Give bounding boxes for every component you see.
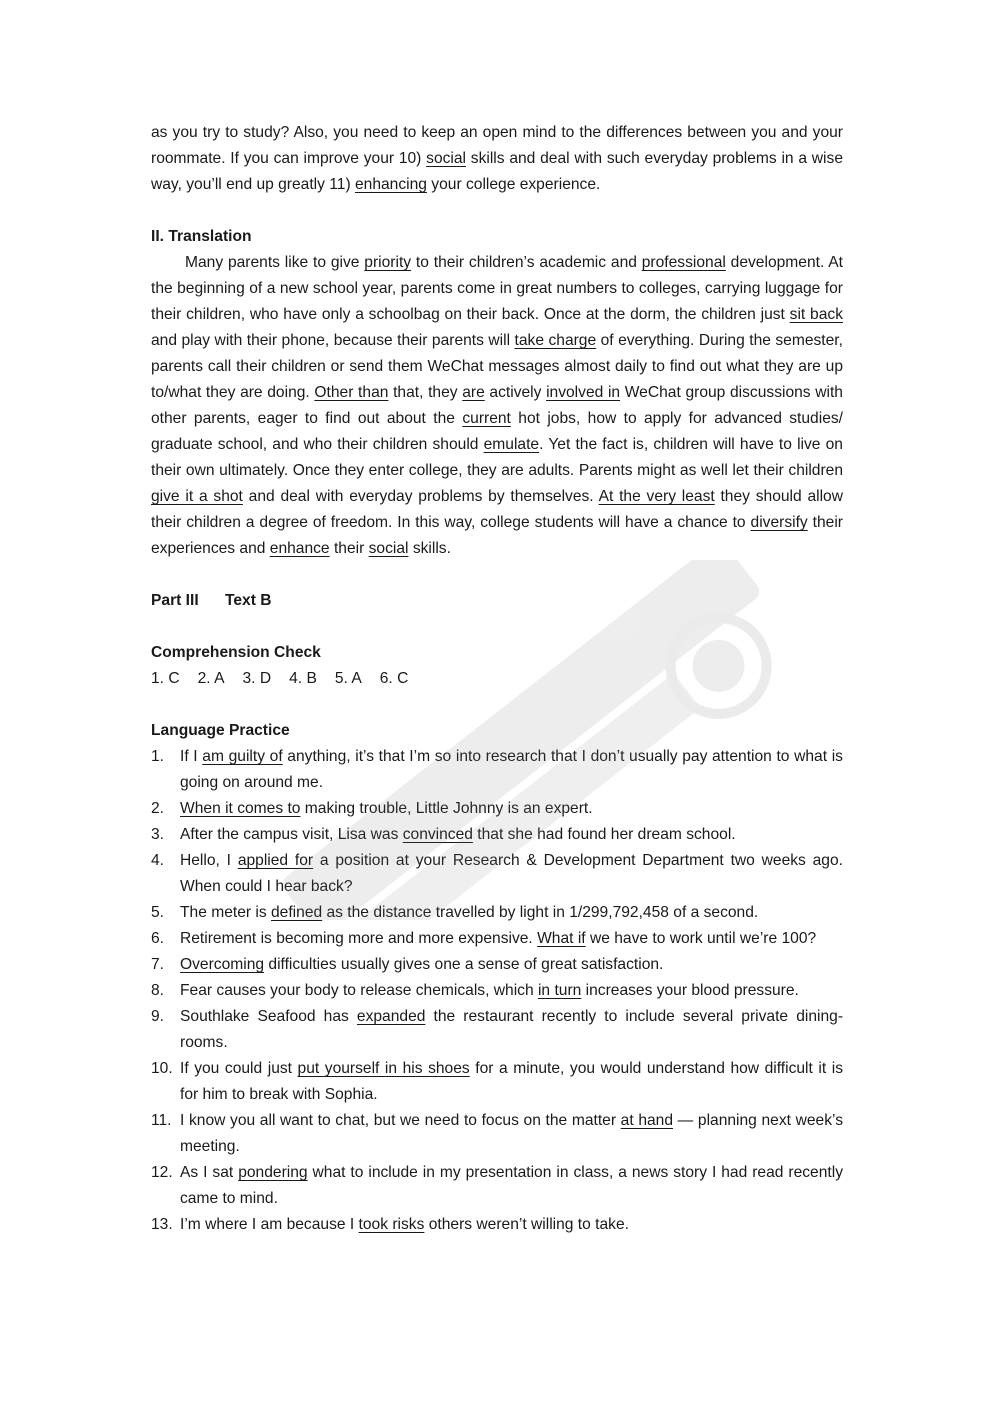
answer-underline: am guilty of — [202, 748, 283, 765]
text-run: If I — [180, 748, 203, 765]
item-number: 4. — [151, 852, 165, 869]
text-run: what to include in my presentation in class, a news story I had read recently came to mind. — [180, 1164, 843, 1207]
text-run: Many parents like to give — [185, 254, 365, 271]
text-run: others weren’t willing to take. — [424, 1216, 629, 1233]
item-number: 11. — [151, 1112, 172, 1129]
text-run: to their children’s academic and — [411, 254, 642, 271]
text-run: Retirement is becoming more and more expensive. — [180, 930, 538, 947]
answer-underline: are — [462, 384, 485, 401]
text-run: we have to work until we’re 100? — [585, 930, 817, 947]
text-run: As I sat — [180, 1164, 239, 1181]
answer-underline: social — [368, 540, 409, 557]
answer-underline: Other than — [314, 384, 389, 401]
text-run: that she had found her dream school. — [472, 826, 736, 843]
answer-underline: sit back — [789, 306, 843, 323]
answer-item: 2. A — [197, 670, 225, 687]
text-run: and deal with everyday problems by themselves. — [242, 488, 599, 505]
answer-underline: involved in — [546, 384, 621, 401]
translation-paragraph — [151, 250, 843, 562]
item-number: 6. — [151, 930, 165, 947]
answer-underline: convinced — [402, 826, 473, 843]
text-run: Southlake Seafood has — [180, 1008, 357, 1025]
item-number: 7. — [151, 956, 165, 973]
answer-underline: What if — [537, 930, 586, 947]
text-run: and play with their phone, because their parents will — [151, 332, 515, 349]
text-run: I’m where I am because I — [180, 1216, 359, 1233]
text-run: for a minute, you would understand how difficult it is for him to break with Sophia. — [180, 1060, 843, 1103]
answer-item: 1. C — [151, 670, 180, 687]
answer-underline: expanded — [356, 1008, 426, 1025]
answer-underline: diversify — [750, 514, 808, 531]
answer-underline: enhancing — [354, 176, 427, 193]
text-run: as you try to study? Also, you need to keep an open mind to the differences between you and your roommate. If you can improve your 10) — [151, 124, 843, 167]
text-run: I know you all want to chat, but we need to focus on the matter — [180, 1112, 621, 1129]
language-practice-list — [151, 744, 843, 1238]
item-number: 2. — [151, 800, 165, 817]
answer-underline: professional — [641, 254, 726, 271]
text-run: The meter is — [180, 904, 271, 921]
answer-underline: take charge — [514, 332, 597, 349]
text-run: their experiences and — [151, 514, 843, 557]
text-run: of everything. During the semester, parents call their children or send them WeChat messages almost daily to find out what they are up to/what they are doing. — [151, 332, 843, 401]
text-run: — planning next week’s meeting. — [180, 1112, 844, 1155]
answer-underline: Overcoming — [180, 956, 265, 973]
answer-underline: At the very least — [598, 488, 715, 505]
text-run: development. At the beginning of a new school year, parents come in great numbers to colleges, carrying luggage for their children, who have only a schoolbag on their back. Once at the dorm, the children just — [151, 254, 843, 323]
text-run: hot jobs, how to apply for advanced studies/ graduate school, and who their children should — [151, 410, 843, 453]
list-item — [151, 1160, 843, 1212]
list-item — [151, 1004, 843, 1056]
document-page — [151, 120, 843, 1238]
list-item — [151, 900, 843, 926]
part-heading — [151, 588, 843, 614]
text-run: anything, it’s that I’m so into research that I don’t usually pay attention to what is going on around me. — [180, 748, 843, 791]
comprehension-heading: Comprehension Check — [151, 644, 321, 661]
list-item — [151, 744, 843, 796]
answer-underline: in turn — [537, 982, 582, 999]
answer-underline: enhance — [269, 540, 330, 557]
answer-underline: took risks — [358, 1216, 425, 1233]
item-number: 3. — [151, 826, 165, 843]
text-run: their — [329, 540, 369, 557]
comprehension-answers — [151, 666, 843, 692]
answer-underline: defined — [271, 904, 323, 921]
list-item — [151, 796, 843, 822]
text-run: Hello, I — [180, 852, 238, 869]
answer-underline: emulate — [483, 436, 540, 453]
answer-item: 3. D — [242, 670, 272, 687]
answer-item: 5. A — [334, 670, 362, 687]
part-text: Text B — [225, 592, 272, 609]
answer-underline: pondering — [238, 1164, 308, 1181]
answer-item: 6. C — [379, 670, 409, 687]
answer-item: 4. B — [289, 670, 317, 687]
text-run: they should allow their children a degree of freedom. In this way, college students will have a chance to — [151, 488, 843, 531]
item-number: 8. — [151, 982, 165, 999]
list-item — [151, 822, 843, 848]
text-run: skills and deal with such everyday problems in a wise way, you’ll end up greatly 11) — [151, 150, 843, 193]
answer-underline: put yourself in his shoes — [297, 1060, 470, 1077]
text-run: making trouble, Little Johnny is an expert. — [300, 800, 593, 817]
answer-underline: When it comes to — [180, 800, 301, 817]
text-run: a position at your Research & Development Department two weeks ago. When could I hear back? — [180, 852, 843, 895]
list-item — [151, 978, 843, 1004]
list-item — [151, 1108, 843, 1160]
item-number: 5. — [151, 904, 165, 921]
intro-paragraph — [151, 120, 843, 198]
answer-underline: priority — [364, 254, 412, 271]
answer-underline: current — [462, 410, 511, 427]
text-run: skills. — [408, 540, 451, 557]
text-run: actively — [484, 384, 547, 401]
text-run: Fear causes your body to release chemicals, which — [180, 982, 538, 999]
text-run: After the campus visit, Lisa was — [180, 826, 403, 843]
translation-heading: II. Translation — [151, 228, 252, 245]
item-number: 13. — [151, 1216, 173, 1233]
part-label: Part III — [151, 592, 199, 609]
list-item — [151, 1212, 843, 1238]
list-item — [151, 1056, 843, 1108]
text-run: increases your blood pressure. — [581, 982, 799, 999]
answer-underline: social — [426, 150, 467, 167]
text-run: as the distance travelled by light in 1/299,792,458 of a second. — [322, 904, 759, 921]
list-item — [151, 952, 843, 978]
item-number: 9. — [151, 1008, 165, 1025]
list-item — [151, 848, 843, 900]
text-run: If you could just — [180, 1060, 298, 1077]
text-run: . Yet the fact is, children will have to live on their own ultimately. Once they enter college, they are adults. Parents might as well let their children — [151, 436, 843, 479]
item-number: 1. — [151, 748, 165, 765]
text-run: your college experience. — [426, 176, 601, 193]
item-number: 12. — [151, 1164, 173, 1181]
answer-underline: at hand — [620, 1112, 674, 1129]
text-run: that, they — [388, 384, 463, 401]
item-number: 10. — [151, 1060, 173, 1077]
answer-underline: applied for — [237, 852, 314, 869]
answer-underline: give it a shot — [151, 488, 243, 505]
text-run: difficulties usually gives one a sense of great satisfaction. — [264, 956, 664, 973]
language-practice-heading: Language Practice — [151, 722, 290, 739]
text-run: WeChat group discussions with other parents, eager to find out about the — [151, 384, 843, 427]
text-run: the restaurant recently to include several private dining-rooms. — [180, 1008, 844, 1051]
list-item — [151, 926, 843, 952]
